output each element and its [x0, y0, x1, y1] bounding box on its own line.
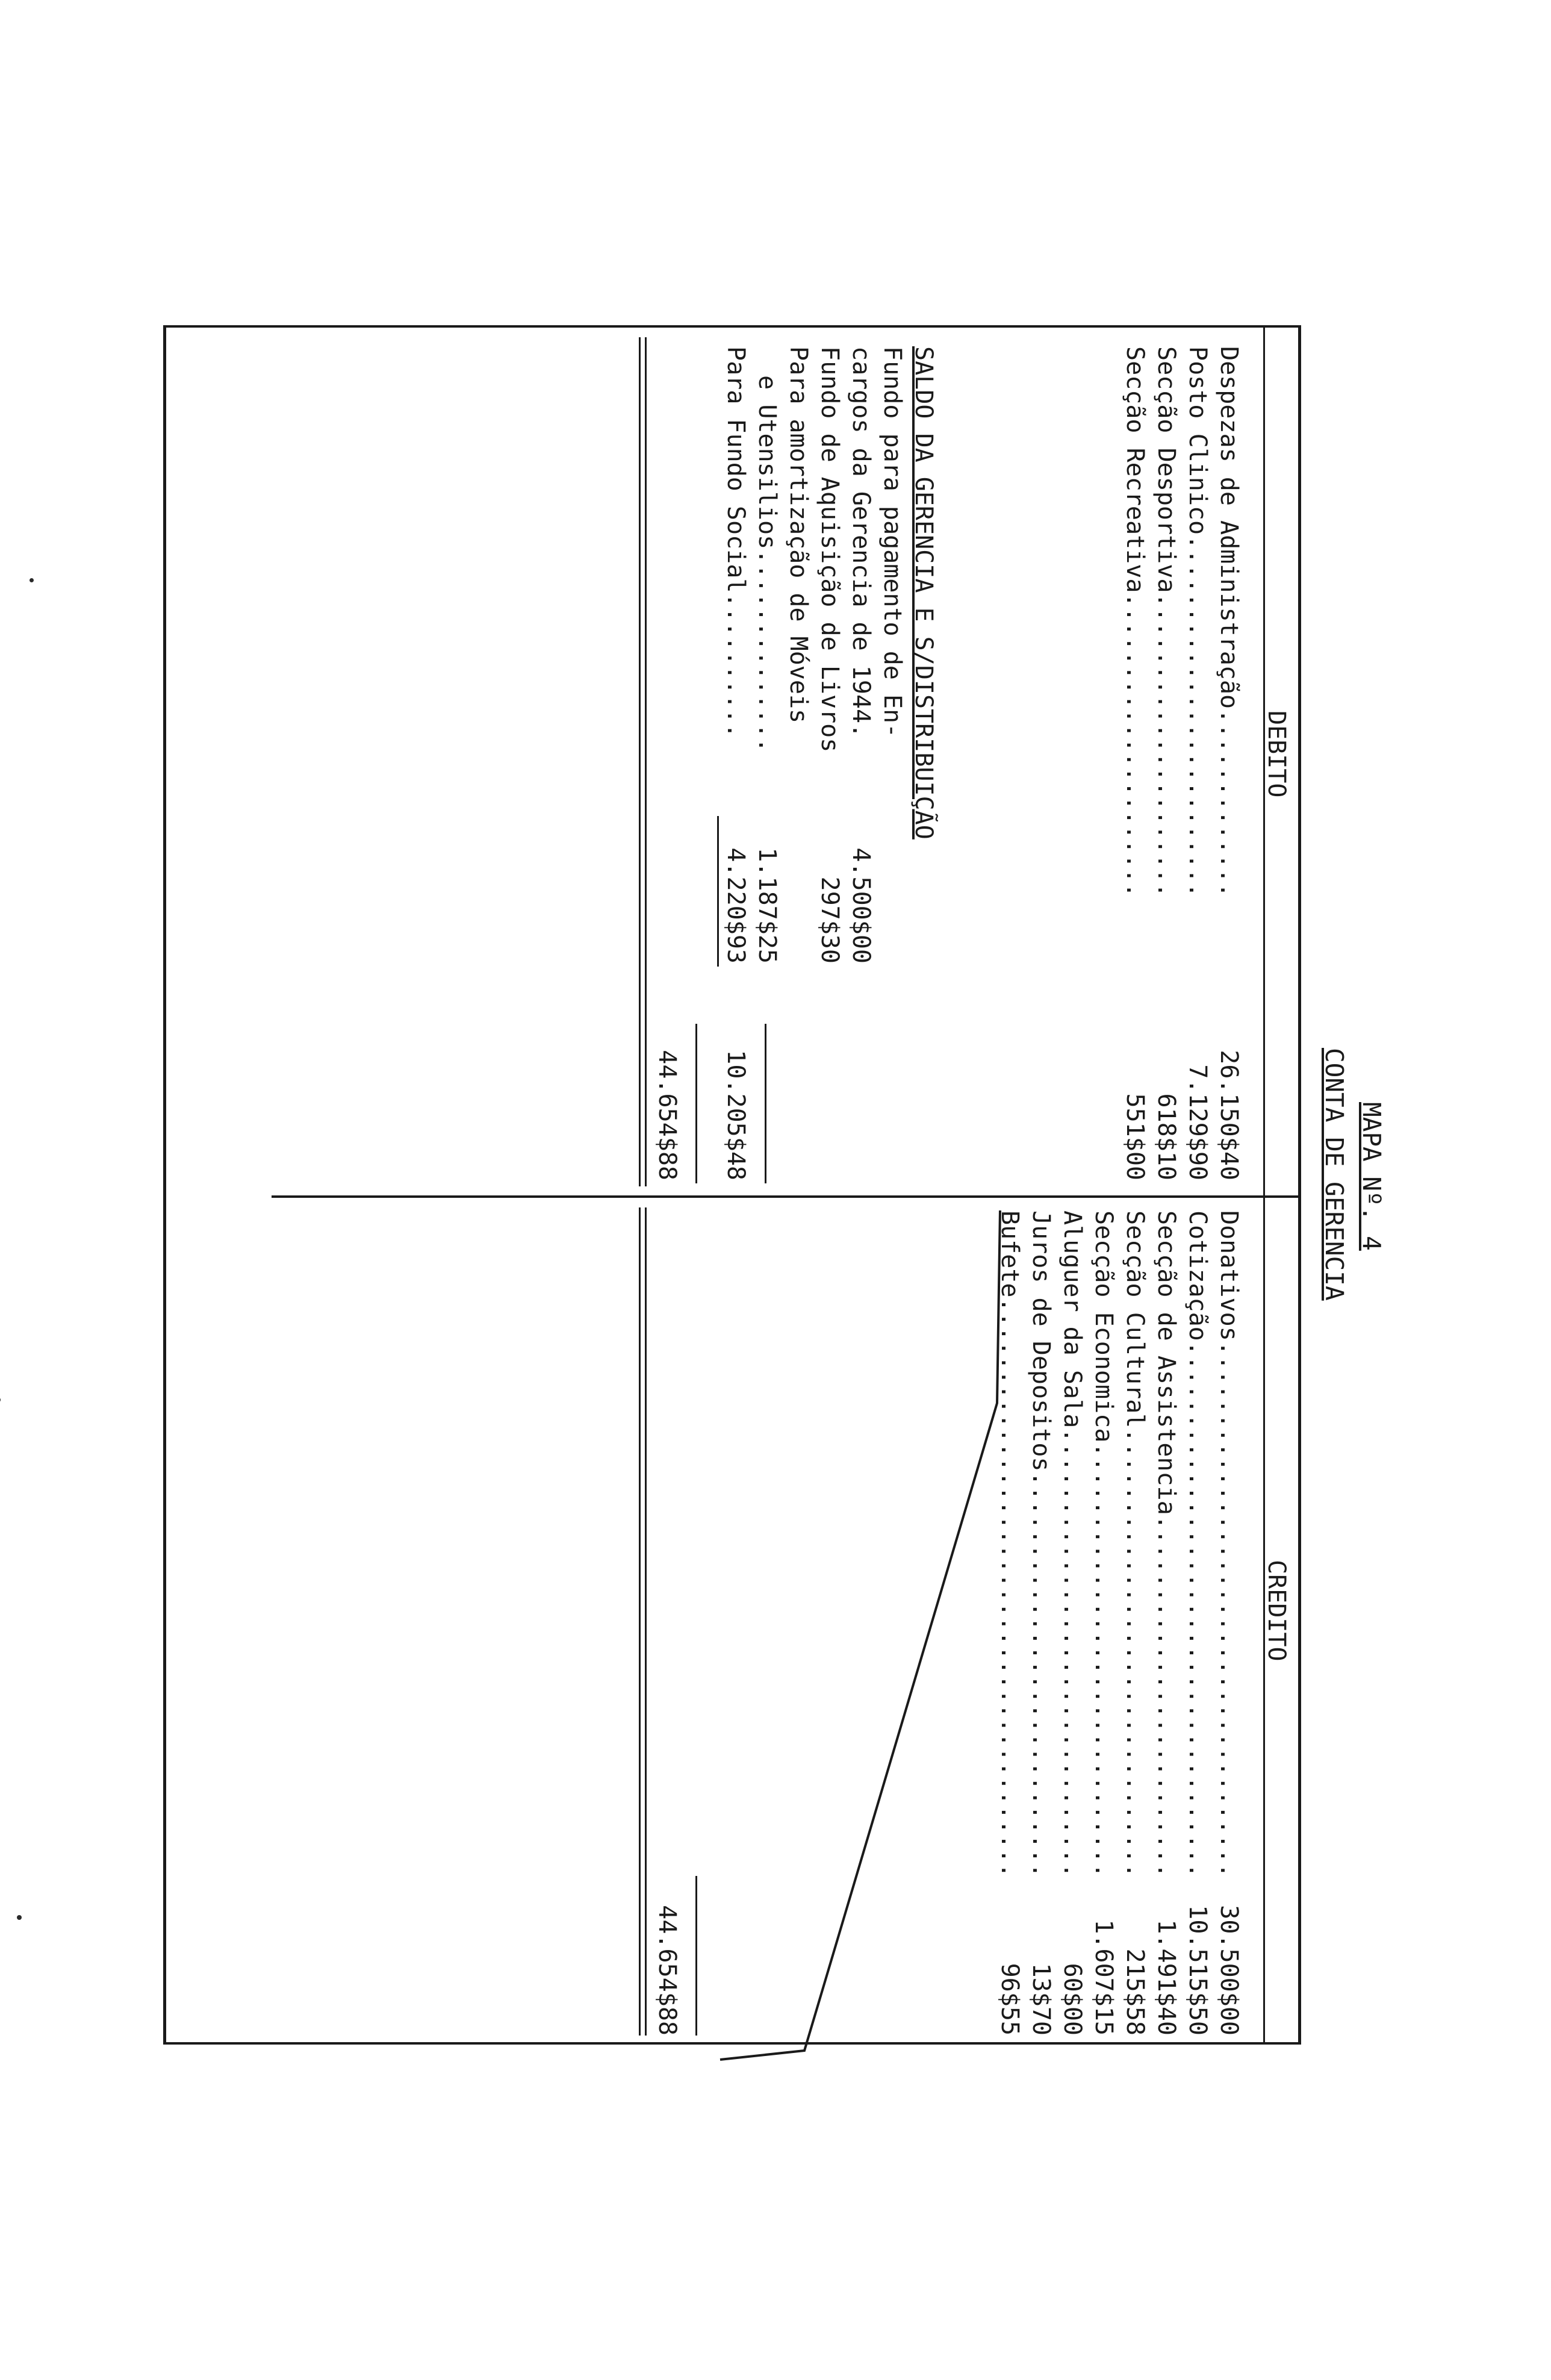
saldo-total: 10.205$48 — [722, 1050, 750, 1180]
credit-label: Secção Economica.............................. — [1090, 1210, 1117, 1878]
credit-amount: 13$70 — [1027, 1963, 1055, 2036]
subtotal-rule — [717, 816, 719, 967]
credit-amount: 60$00 — [1058, 1963, 1086, 2036]
credit-total: 44.654$88 — [653, 1905, 681, 2036]
debit-label: Secção Desportiva..................... — [1152, 346, 1180, 898]
distribution-amount: 1.187$25 — [753, 847, 781, 964]
distribution-label: Para Fundo Social.......... — [722, 346, 750, 738]
credit-double-rule-2 — [639, 1207, 641, 2036]
table-bottom-border — [163, 325, 166, 2045]
debit-double-rule-1 — [645, 337, 647, 1186]
distribution-label: Para amortização de Móveis — [785, 346, 812, 724]
credit-label: Secção Cultural............................... — [1121, 1210, 1149, 1878]
table-left-border — [163, 325, 1301, 328]
debit-amount: 26.150$40 — [1215, 1050, 1243, 1180]
credit-label: Bufete........................................ — [996, 1210, 1024, 1878]
center-divider — [272, 1195, 1301, 1198]
credit-amount: 30.500$00 — [1215, 1905, 1243, 2036]
credit-double-rule-1 — [645, 1207, 647, 2036]
header-separator — [1263, 325, 1265, 2045]
debit-label: Despezas de Administração............. — [1215, 346, 1243, 898]
debit-total: 44.654$88 — [653, 1050, 681, 1180]
credit-amount: 1.491$40 — [1152, 1919, 1180, 2036]
debit-total-rule-upper — [695, 1024, 697, 1183]
debit-header: DEBITO — [1263, 711, 1290, 798]
credit-label: Secção de Assistencia......................... — [1152, 1210, 1180, 1878]
saldo-header: SALDO DA GERENCIA E S/DISTRIBUIÇÃO — [910, 346, 937, 840]
distribution-label: Fundo de Aquisição de Livros — [816, 346, 844, 753]
slash-line-path — [720, 1210, 1000, 2060]
debit-amount: 7.129$90 — [1184, 1064, 1211, 1180]
debit-label: Secção Recreativa..................... — [1121, 346, 1149, 898]
credit-header: CREDITO — [1263, 1560, 1290, 1662]
table-top-border — [1298, 325, 1301, 2045]
scan-speck — [30, 578, 34, 582]
credit-label: Aluguer da Sala............................... — [1058, 1210, 1086, 1878]
distribution-label: e Utensilios.............. — [753, 346, 781, 753]
credit-total-rule-upper — [695, 1876, 697, 2036]
distribution-label: Fundo para pagamento de En- — [878, 346, 906, 738]
credit-amount: 10.515$50 — [1184, 1905, 1211, 2036]
credit-amount: 215$58 — [1121, 1948, 1149, 2036]
credit-amount: 96$55 — [996, 1963, 1024, 2036]
account-title: CONTA DE GERENCIA — [1320, 1048, 1349, 1301]
credit-label: Donativos..................................... — [1215, 1210, 1243, 1878]
debit-amount: 618$10 — [1152, 1093, 1180, 1180]
debit-double-rule-2 — [639, 337, 641, 1186]
distribution-amount: 4.220$93 — [722, 847, 750, 964]
distribution-label: cargos da Gerencia de 1944. — [847, 346, 875, 738]
map-title: MAPA Nº. 4 — [1357, 1102, 1386, 1251]
debit-amount: 551$00 — [1121, 1093, 1149, 1180]
credit-label: Juros de Depositos............................ — [1027, 1210, 1055, 1878]
scan-speck — [0, 1397, 1, 1403]
distribution-amount: 297$30 — [816, 876, 844, 964]
scan-speck — [17, 1915, 22, 1920]
saldo-total-rule — [765, 1024, 766, 1183]
distribution-amount: 4.500$00 — [847, 847, 875, 964]
credit-amount: 1.607$15 — [1090, 1919, 1117, 2036]
debit-label: Posto Clinico......................... — [1184, 346, 1211, 898]
table-right-border — [163, 2042, 1301, 2045]
credit-label: Cotização..................................... — [1184, 1210, 1211, 1878]
